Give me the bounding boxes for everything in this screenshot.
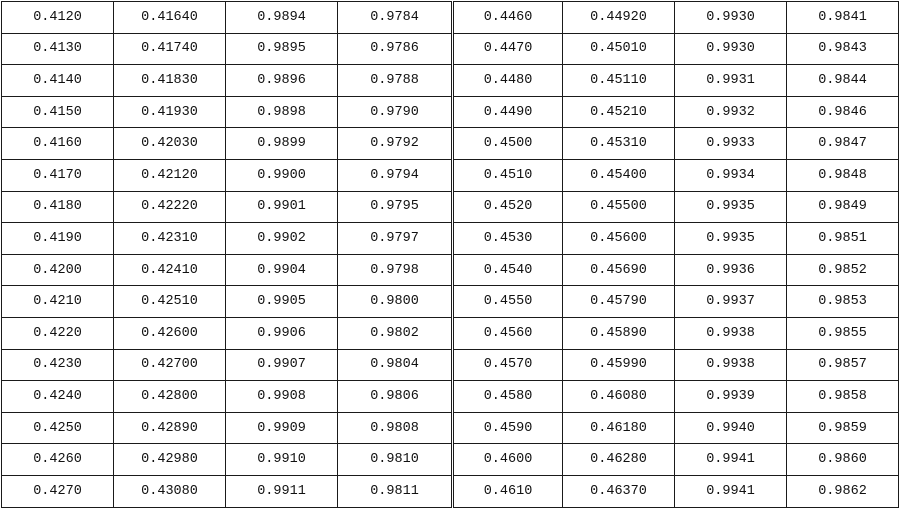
table-cell: 0.4130	[2, 33, 114, 65]
table-cell: 0.45990	[563, 349, 675, 381]
table-cell: 0.43080	[114, 475, 226, 507]
table-cell: 0.9841	[787, 2, 899, 34]
table-cell: 0.9901	[226, 191, 338, 223]
table-cell: 0.9851	[787, 223, 899, 255]
table-cell: 0.9902	[226, 223, 338, 255]
table-cell: 0.9849	[787, 191, 899, 223]
table-row	[2, 475, 899, 507]
table-cell: 0.9930	[675, 2, 787, 34]
table-row	[2, 444, 899, 476]
table-cell: 0.4260	[2, 444, 114, 476]
table-cell: 0.9930	[675, 33, 787, 65]
table-cell: 0.9792	[338, 128, 453, 160]
table-cell: 0.9934	[675, 159, 787, 191]
table-cell: 0.4210	[2, 286, 114, 318]
table-cell: 0.45010	[563, 33, 675, 65]
table-cell: 0.4580	[453, 381, 563, 413]
table-cell: 0.9860	[787, 444, 899, 476]
table-cell: 0.9899	[226, 128, 338, 160]
table-row	[2, 2, 899, 34]
table-cell: 0.9894	[226, 2, 338, 34]
numeric-lookup-table	[1, 1, 899, 508]
table-cell: 0.9939	[675, 381, 787, 413]
table-cell: 0.4590	[453, 412, 563, 444]
table-row	[2, 128, 899, 160]
table-cell: 0.4610	[453, 475, 563, 507]
table-cell: 0.4540	[453, 254, 563, 286]
table-cell: 0.9855	[787, 317, 899, 349]
table-cell: 0.9858	[787, 381, 899, 413]
table-cell: 0.46370	[563, 475, 675, 507]
table-cell: 0.42120	[114, 159, 226, 191]
table-cell: 0.42800	[114, 381, 226, 413]
table-cell: 0.9862	[787, 475, 899, 507]
table-row	[2, 286, 899, 318]
table-cell: 0.9900	[226, 159, 338, 191]
table-row	[2, 65, 899, 97]
table-row	[2, 96, 899, 128]
table-cell: 0.4120	[2, 2, 114, 34]
table-cell: 0.45310	[563, 128, 675, 160]
table-row	[2, 412, 899, 444]
table-cell: 0.42980	[114, 444, 226, 476]
table-cell: 0.4500	[453, 128, 563, 160]
table-cell: 0.42510	[114, 286, 226, 318]
table-cell: 0.9795	[338, 191, 453, 223]
table-cell: 0.9935	[675, 191, 787, 223]
table-cell: 0.9932	[675, 96, 787, 128]
table-cell: 0.9794	[338, 159, 453, 191]
table-cell: 0.9844	[787, 65, 899, 97]
table-cell: 0.4560	[453, 317, 563, 349]
table-cell: 0.4530	[453, 223, 563, 255]
table-cell: 0.9852	[787, 254, 899, 286]
table-row	[2, 349, 899, 381]
table-cell: 0.45600	[563, 223, 675, 255]
table-cell: 0.42310	[114, 223, 226, 255]
table-cell: 0.4480	[453, 65, 563, 97]
table-cell: 0.9790	[338, 96, 453, 128]
table-cell: 0.4170	[2, 159, 114, 191]
table-cell: 0.4190	[2, 223, 114, 255]
table-cell: 0.4200	[2, 254, 114, 286]
table-cell: 0.46280	[563, 444, 675, 476]
table-cell: 0.4570	[453, 349, 563, 381]
table-cell: 0.9806	[338, 381, 453, 413]
table-cell: 0.4230	[2, 349, 114, 381]
table-cell: 0.9810	[338, 444, 453, 476]
table-cell: 0.9906	[226, 317, 338, 349]
table-cell: 0.9786	[338, 33, 453, 65]
table-row	[2, 33, 899, 65]
table-cell: 0.46080	[563, 381, 675, 413]
table-cell: 0.9935	[675, 223, 787, 255]
table-cell: 0.4240	[2, 381, 114, 413]
table-cell: 0.42220	[114, 191, 226, 223]
table-cell: 0.9784	[338, 2, 453, 34]
table-cell: 0.4600	[453, 444, 563, 476]
table-cell: 0.9798	[338, 254, 453, 286]
table-cell: 0.41830	[114, 65, 226, 97]
table-cell: 0.4460	[453, 2, 563, 34]
table-cell: 0.45890	[563, 317, 675, 349]
table-cell: 0.9811	[338, 475, 453, 507]
table-row	[2, 159, 899, 191]
table-cell: 0.9904	[226, 254, 338, 286]
table-cell: 0.9788	[338, 65, 453, 97]
table-cell: 0.45210	[563, 96, 675, 128]
table-cell: 0.9843	[787, 33, 899, 65]
table-cell: 0.4140	[2, 65, 114, 97]
table-cell: 0.9940	[675, 412, 787, 444]
table-cell: 0.9859	[787, 412, 899, 444]
table-cell: 0.9800	[338, 286, 453, 318]
table-cell: 0.9808	[338, 412, 453, 444]
table-cell: 0.9857	[787, 349, 899, 381]
table-cell: 0.45110	[563, 65, 675, 97]
table-cell: 0.4150	[2, 96, 114, 128]
table-cell: 0.9898	[226, 96, 338, 128]
table-cell: 0.45500	[563, 191, 675, 223]
table-cell: 0.4520	[453, 191, 563, 223]
table-cell: 0.9908	[226, 381, 338, 413]
table-cell: 0.9797	[338, 223, 453, 255]
table-row	[2, 223, 899, 255]
table-cell: 0.42890	[114, 412, 226, 444]
table-cell: 0.9933	[675, 128, 787, 160]
table-cell: 0.9938	[675, 317, 787, 349]
table-cell: 0.9909	[226, 412, 338, 444]
table-cell: 0.42700	[114, 349, 226, 381]
table-cell: 0.42600	[114, 317, 226, 349]
table-cell: 0.45690	[563, 254, 675, 286]
table-cell: 0.9804	[338, 349, 453, 381]
table-cell: 0.9846	[787, 96, 899, 128]
table-cell: 0.9911	[226, 475, 338, 507]
table-cell: 0.9895	[226, 33, 338, 65]
table-cell: 0.4490	[453, 96, 563, 128]
table-cell: 0.9941	[675, 444, 787, 476]
table-cell: 0.9941	[675, 475, 787, 507]
table-cell: 0.9853	[787, 286, 899, 318]
table-cell: 0.4270	[2, 475, 114, 507]
table-cell: 0.4180	[2, 191, 114, 223]
table-cell: 0.45790	[563, 286, 675, 318]
table-row	[2, 317, 899, 349]
table-cell: 0.46180	[563, 412, 675, 444]
table-cell: 0.9848	[787, 159, 899, 191]
table-cell: 0.9896	[226, 65, 338, 97]
table-cell: 0.45400	[563, 159, 675, 191]
table-cell: 0.4510	[453, 159, 563, 191]
table-cell: 0.9910	[226, 444, 338, 476]
table-cell: 0.41930	[114, 96, 226, 128]
table-cell: 0.42030	[114, 128, 226, 160]
table-cell: 0.41640	[114, 2, 226, 34]
table-cell: 0.4220	[2, 317, 114, 349]
table-cell: 0.4250	[2, 412, 114, 444]
table-cell: 0.9938	[675, 349, 787, 381]
table-cell: 0.4160	[2, 128, 114, 160]
table-cell: 0.9937	[675, 286, 787, 318]
table-row	[2, 254, 899, 286]
table-body	[2, 2, 899, 508]
table-cell: 0.4470	[453, 33, 563, 65]
table-cell: 0.9802	[338, 317, 453, 349]
table-cell: 0.9907	[226, 349, 338, 381]
table-cell: 0.42410	[114, 254, 226, 286]
table-row	[2, 191, 899, 223]
table-cell: 0.9905	[226, 286, 338, 318]
table-cell: 0.4550	[453, 286, 563, 318]
table-cell: 0.9931	[675, 65, 787, 97]
table-cell: 0.44920	[563, 2, 675, 34]
table-cell: 0.9936	[675, 254, 787, 286]
table-cell: 0.9847	[787, 128, 899, 160]
table-row	[2, 381, 899, 413]
table-cell: 0.41740	[114, 33, 226, 65]
